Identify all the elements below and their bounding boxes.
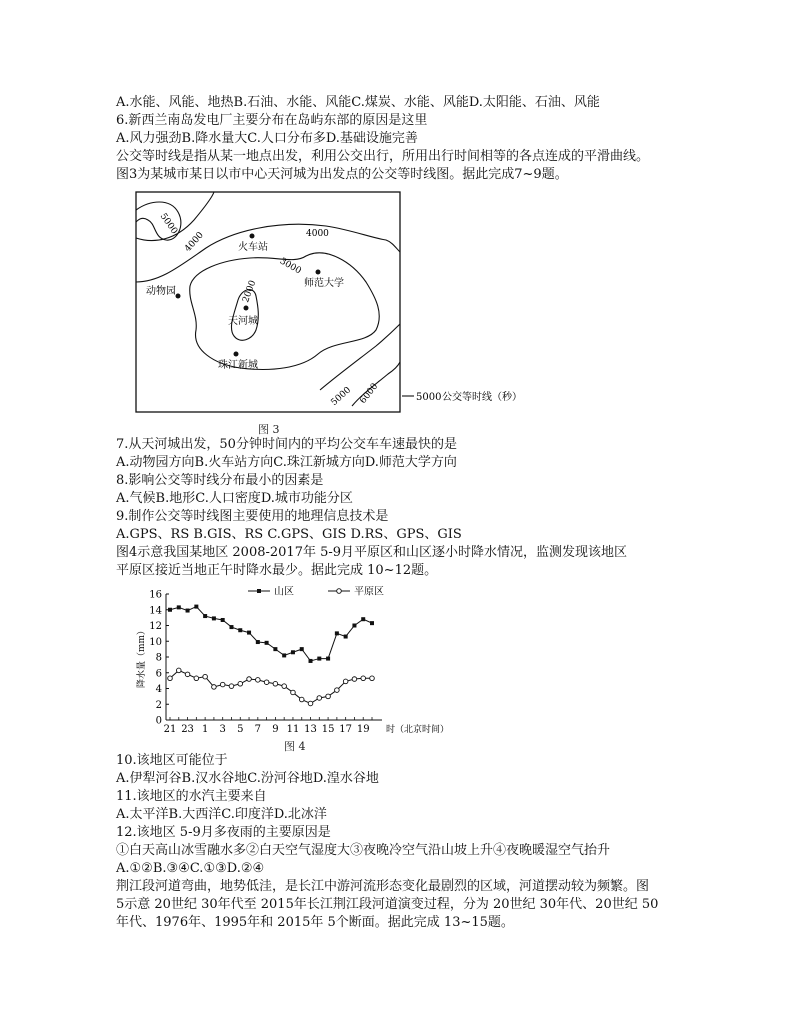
- point-1: [343, 679, 348, 684]
- y-tick-label: 8: [155, 652, 162, 664]
- point-1: [361, 676, 366, 681]
- point-0: [326, 657, 330, 661]
- point-1: [273, 681, 278, 686]
- place-dot-zhujiang-new-town: [234, 352, 239, 357]
- y-tick-label: 6: [155, 668, 162, 680]
- intro-text-10-12-b: 平原区接近当地正午时降水最少。据此完成 10~12题。: [116, 563, 438, 578]
- x-tick-label: 5: [237, 724, 244, 735]
- point-1: [282, 684, 287, 689]
- point-1: [291, 690, 296, 695]
- legend-label: 公交等时线（秒）: [442, 392, 522, 403]
- point-0: [273, 647, 277, 651]
- q9-options: A.GPS、RS B.GIS、RS C.GPS、GIS D.RS、GPS、GIS: [116, 527, 462, 542]
- x-axis-label: 时（北京时间）: [386, 725, 450, 735]
- point-0: [168, 608, 172, 612]
- label-zoo: 动物园: [146, 286, 176, 297]
- label-zhujiang-new-town: 珠江新城: [218, 360, 258, 371]
- legend-marker-0: [257, 589, 261, 593]
- point-0: [309, 659, 313, 663]
- point-0: [256, 640, 260, 644]
- place-dot-normal-university: [316, 270, 321, 275]
- intro-text-13-15-c: 年代、1976年、1995年和 2015年 5个断面。据此完成 13~15题。: [116, 915, 514, 930]
- point-0: [221, 618, 225, 622]
- figure-4-caption: 图 4: [284, 740, 306, 753]
- point-1: [229, 684, 234, 689]
- x-tick-label: 1: [201, 724, 209, 735]
- intro-text-13-15-a: 荆江段河道弯曲，地势低洼，是长江中游河流形态变化最剧烈的区域，河道摆动较为频繁。图: [116, 879, 650, 894]
- q12-stem: 12.该地区 5-9月多夜雨的主要原因是: [116, 825, 331, 840]
- point-1: [352, 677, 357, 682]
- point-0: [335, 631, 339, 635]
- point-1: [168, 676, 173, 681]
- x-tick-label: 17: [339, 724, 353, 735]
- y-axis-label: 降水量（mm）: [137, 625, 147, 689]
- point-0: [238, 628, 242, 632]
- point-0: [247, 631, 251, 635]
- intro-text-13-15-b: 5示意 20世纪 30年代至 2015年长江荆江段河道演变过程，分为 20世纪 30年代、20世纪 50: [116, 897, 659, 912]
- point-1: [326, 694, 331, 699]
- point-1: [335, 688, 340, 693]
- q10-stem: 10.该地区可能位于: [116, 753, 228, 768]
- point-0: [265, 641, 269, 645]
- contour-label-5000-bottom: 5000: [329, 385, 354, 409]
- contour-label-4000-right: 4000: [306, 229, 329, 239]
- point-0: [194, 605, 198, 609]
- intro-text-7-9-b: 图3为某城市某日以市中心天河城为出发点的公交等时线图。据此完成7~9题。: [116, 167, 568, 182]
- place-dot-train-station: [250, 234, 255, 239]
- q12-statements: ①白天高山冰雪融水多②白天空气湿度大③夜晚冷空气沿山坡上升④夜晚暖湿空气抬升: [116, 843, 611, 858]
- x-tick-label: 7: [254, 724, 262, 735]
- contour-label-6000: 6000: [358, 381, 381, 406]
- point-1: [264, 680, 269, 685]
- y-tick-label: 2: [155, 699, 162, 711]
- point-1: [256, 678, 261, 683]
- q10-options: A.伊犁河谷B.汉水谷地C.汾河谷地D.湟水谷地: [116, 771, 379, 786]
- q12-options: A.①②B.③④C.①③D.②④: [116, 861, 265, 876]
- q8-stem: 8.影响公交等时线分布最小的因素是: [116, 473, 324, 488]
- x-tick-label: 19: [356, 724, 370, 735]
- legend-value: 5000: [416, 392, 442, 403]
- y-tick-label: 12: [149, 621, 162, 632]
- point-1: [176, 668, 181, 673]
- x-tick-label: 13: [304, 724, 317, 735]
- point-0: [344, 635, 348, 639]
- point-0: [229, 625, 233, 629]
- x-tick-label: 3: [219, 724, 226, 735]
- legend-label-1: 平原区: [354, 586, 384, 598]
- y-tick-label: 0: [155, 715, 162, 727]
- point-0: [177, 605, 181, 609]
- precipitation-chart: [130, 582, 460, 738]
- point-1: [238, 681, 243, 686]
- legend-label-0: 山区: [274, 586, 294, 598]
- point-1: [370, 676, 375, 681]
- point-1: [317, 696, 322, 701]
- y-tick-label: 16: [149, 589, 162, 601]
- q6-options: A.风力强劲B.降水量大C.人口分布多D.基础设施完善: [116, 131, 418, 146]
- series-line-0: [170, 607, 372, 661]
- q7-options: A.动物园方向B.火车站方向C.珠江新城方向D.师范大学方向: [116, 455, 457, 470]
- point-0: [203, 614, 207, 618]
- y-tick-label: 14: [149, 605, 162, 617]
- point-0: [282, 653, 286, 657]
- label-tianhe-city: 天河城: [228, 316, 258, 327]
- point-1: [308, 701, 313, 706]
- contour-label-5000-top: 5000: [157, 211, 180, 237]
- point-0: [361, 617, 365, 621]
- legend-marker-1: [337, 589, 342, 594]
- point-0: [291, 650, 295, 654]
- q7-stem: 7.从天河城出发，50分钟时间内的平均公交车车速最快的是: [116, 437, 457, 452]
- q5-options: A.水能、风能、地热B.石油、水能、风能C.煤炭、水能、风能D.太阳能、石油、风能: [116, 95, 600, 110]
- point-1: [185, 672, 190, 677]
- place-dot-zoo: [176, 294, 181, 299]
- x-tick-label: 9: [272, 724, 279, 735]
- intro-text-10-12-a: 图4示意我国某地区 2008-2017年 5-9月平原区和山区逐小时降水情况，监测发现该地区: [116, 545, 628, 560]
- label-normal-university: 师范大学: [304, 278, 344, 289]
- point-1: [203, 674, 208, 679]
- y-tick-label: 4: [155, 684, 162, 695]
- intro-text-7-9-a: 公交等时线是指从某一地点出发，利用公交出行，所用出行时间相等的各点连成的平滑曲线。: [116, 149, 650, 164]
- q11-stem: 11.该地区的水汽主要来自: [116, 789, 267, 804]
- isochrone-map: [130, 190, 550, 422]
- point-0: [186, 609, 190, 613]
- y-tick-label: 10: [149, 636, 162, 648]
- point-1: [247, 677, 252, 682]
- contour-label-4000-left: 4000: [183, 230, 206, 255]
- series-line-1: [170, 670, 372, 703]
- x-tick-label: 23: [181, 724, 194, 735]
- point-0: [352, 624, 356, 628]
- x-tick-label: 11: [286, 724, 300, 735]
- x-tick-label: 15: [321, 724, 335, 735]
- point-1: [220, 682, 225, 687]
- contour-label-2000: 2000: [241, 279, 259, 305]
- point-0: [317, 657, 321, 661]
- contour-label-3000: 3000: [277, 256, 303, 277]
- x-tick-label: 21: [163, 724, 177, 735]
- q6-stem: 6.新西兰南岛发电厂主要分布在岛屿东部的原因是这里: [116, 113, 428, 128]
- q9-stem: 9.制作公交等时线图主要使用的地理信息技术是: [116, 509, 389, 524]
- point-0: [212, 616, 216, 620]
- q11-options: A.太平洋B.大西洋C.印度洋D.北冰洋: [116, 807, 327, 822]
- figure-3-caption: 图 3: [258, 423, 280, 436]
- point-1: [299, 697, 304, 702]
- point-0: [300, 647, 304, 651]
- label-train-station: 火车站: [238, 242, 268, 253]
- place-dot-tianhe-city: [244, 306, 249, 311]
- point-0: [370, 621, 374, 625]
- point-1: [212, 685, 217, 690]
- point-1: [194, 676, 199, 681]
- q8-options: A.气候B.地形C.人口密度D.城市功能分区: [116, 491, 353, 506]
